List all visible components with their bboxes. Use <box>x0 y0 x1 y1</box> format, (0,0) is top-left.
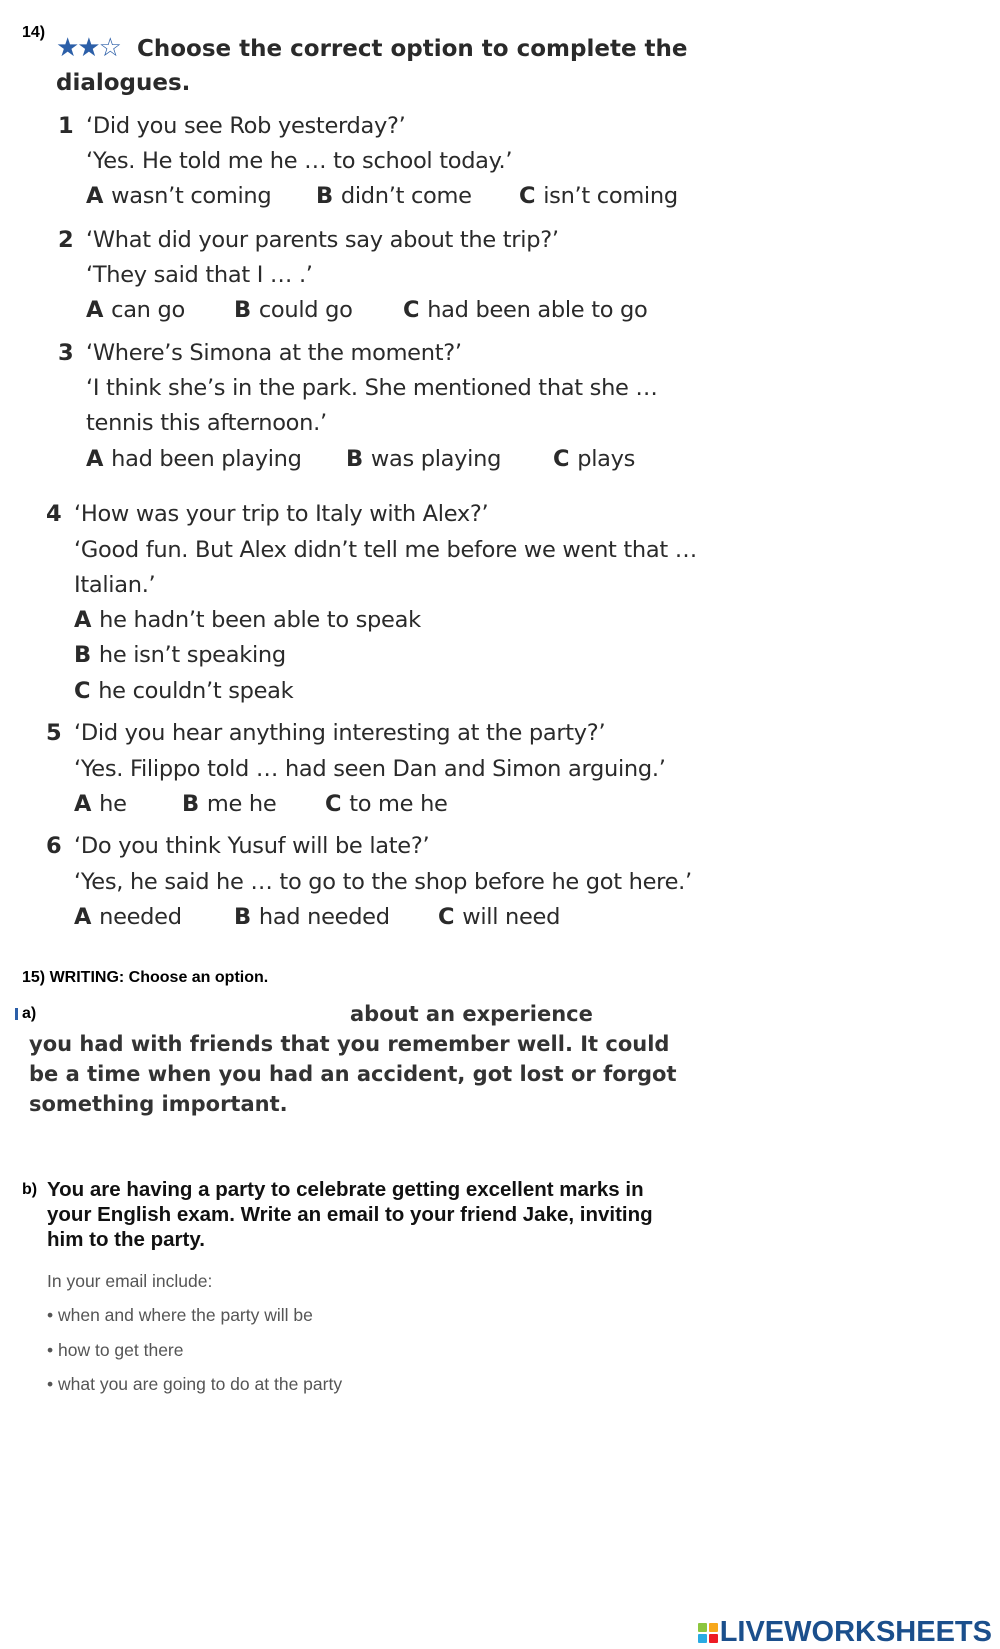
item-4-option-c[interactable]: C he couldn’t speak <box>74 678 294 704</box>
item-3-line-2: ‘I think she’s in the park. She mentioned that she … <box>86 375 658 401</box>
item-3-option-a[interactable]: A had been playing <box>86 446 302 472</box>
item-6-option-a[interactable]: A needed <box>74 904 182 930</box>
item-number: 4 <box>46 501 62 527</box>
item-1-line-2: ‘Yes. He told me he … to school today.’ <box>86 148 513 174</box>
logo-text: LIVEWORKSHEETS <box>719 1616 992 1648</box>
option-b-label: b) <box>22 1181 38 1198</box>
option-a-line-4: something important. <box>29 1092 288 1116</box>
item-2-option-a[interactable]: A can go <box>86 297 185 323</box>
item-number: 5 <box>46 720 62 746</box>
item-5-line-1 <box>46 720 605 746</box>
item-5-line-2: ‘Yes. Filippo told … had seen Dan and Simon arguing.’ <box>74 756 666 782</box>
item-1-option-b[interactable]: B didn’t come <box>316 183 472 209</box>
item-4-line-1 <box>46 501 488 527</box>
option-a-marker <box>15 1008 18 1020</box>
item-6-line-1 <box>46 833 429 859</box>
email-include-bullet-3: • what you are going to do at the party <box>47 1374 343 1394</box>
item-number: 1 <box>58 113 74 139</box>
option-b-line-2: your English exam. Write an email to your friend Jake, inviting <box>47 1203 653 1226</box>
dialogue-text: ‘Do you think Yusuf will be late?’ <box>74 833 430 859</box>
question-15-heading: 15) WRITING: Choose an option. <box>22 969 269 986</box>
item-6-option-b[interactable]: B had needed <box>234 904 390 930</box>
instruction-line-1: Choose the correct option to complete the <box>137 36 688 62</box>
question-number-14: 14) <box>22 24 46 41</box>
difficulty-stars-icon: ★★☆ <box>56 32 120 62</box>
item-3-option-b[interactable]: B was playing <box>346 446 502 472</box>
dialogue-text: ‘What did your parents say about the trip?’ <box>86 227 559 253</box>
item-3-line-3: tennis this afternoon.’ <box>86 410 327 436</box>
item-2-line-2: ‘They said that I … .’ <box>86 262 313 288</box>
item-number: 6 <box>46 833 62 859</box>
item-4-option-b[interactable]: B he isn’t speaking <box>74 642 286 668</box>
logo-grid-icon <box>698 1623 718 1643</box>
liveworksheets-logo <box>698 1616 992 1649</box>
item-6-line-2: ‘Yes, he said he … to go to the shop before he got here.’ <box>74 869 692 895</box>
dialogue-text: ‘Where’s Simona at the moment?’ <box>86 340 462 366</box>
item-5-option-c[interactable]: C to me he <box>325 791 448 817</box>
item-2-line-1 <box>58 227 559 253</box>
instruction-line-2: dialogues. <box>56 70 191 96</box>
item-4-line-2: ‘Good fun. But Alex didn’t tell me before we went that … <box>74 537 697 563</box>
item-3-line-1 <box>58 340 462 366</box>
item-1-option-c[interactable]: C isn’t coming <box>519 183 678 209</box>
email-include-bullet-2: • how to get there <box>47 1340 184 1360</box>
item-5-option-a[interactable]: A he <box>74 791 127 817</box>
dialogue-text: ‘Did you see Rob yesterday?’ <box>86 113 406 139</box>
option-a-line-1: about an experience <box>350 1002 593 1026</box>
item-number: 3 <box>58 340 74 366</box>
item-2-option-c[interactable]: C had been able to go <box>403 297 648 323</box>
item-4-option-a[interactable]: A he hadn’t been able to speak <box>74 607 421 633</box>
item-4-line-3: Italian.’ <box>74 572 156 598</box>
option-b-line-3: him to the party. <box>47 1228 205 1251</box>
item-1-line-1 <box>58 113 406 139</box>
item-3-option-c[interactable]: C plays <box>553 446 636 472</box>
item-number: 2 <box>58 227 74 253</box>
item-5-option-b[interactable]: B me he <box>182 791 277 817</box>
dialogue-text: ‘Did you hear anything interesting at the party?’ <box>74 720 606 746</box>
item-1-option-a[interactable]: A wasn’t coming <box>86 183 272 209</box>
option-a-line-3: be a time when you had an accident, got lost or forgot <box>29 1062 677 1086</box>
item-2-option-b[interactable]: B could go <box>234 297 353 323</box>
option-b-line-1: You are having a party to celebrate getting excellent marks in <box>47 1178 644 1201</box>
dialogue-text: ‘How was your trip to Italy with Alex?’ <box>74 501 489 527</box>
email-include-bullet-1: • when and where the party will be <box>47 1305 313 1325</box>
option-a-line-2: you had with friends that you remember well. It could <box>29 1032 670 1056</box>
email-include-heading: In your email include: <box>47 1271 213 1291</box>
option-a-label: a) <box>22 1005 37 1022</box>
item-6-option-c[interactable]: C will need <box>438 904 561 930</box>
